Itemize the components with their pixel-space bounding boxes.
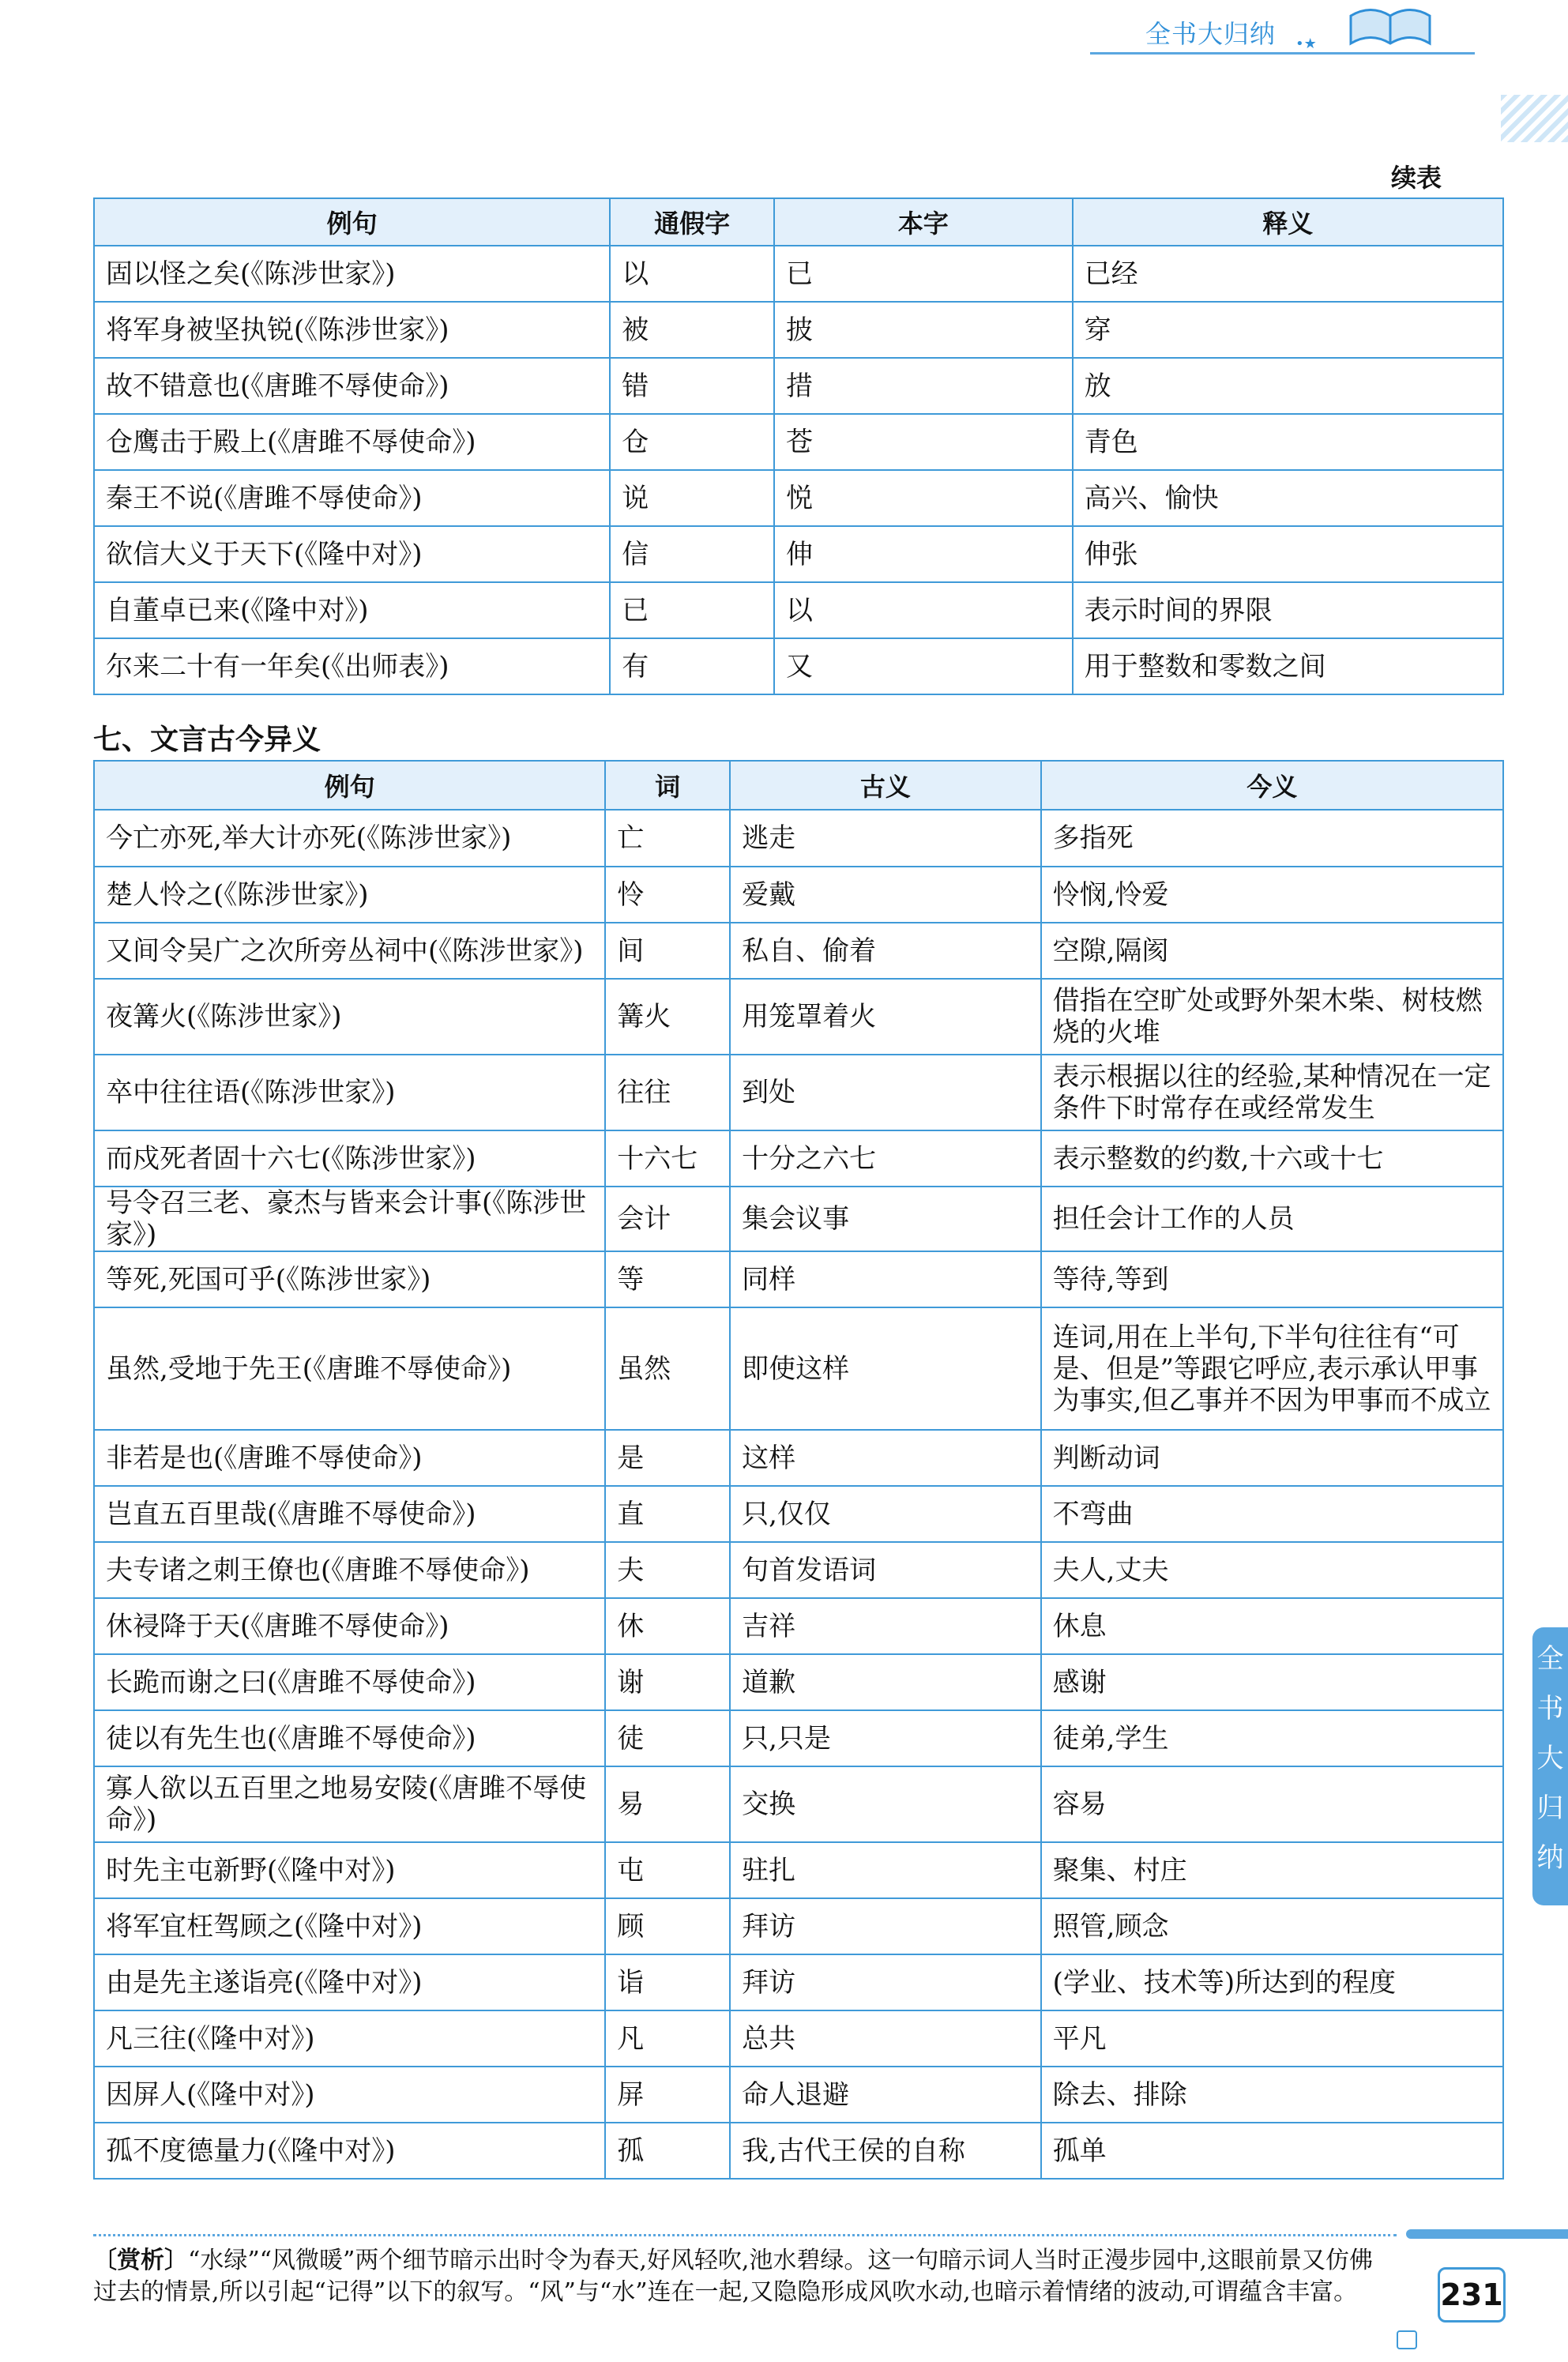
table-cell: 又 [774, 638, 1073, 694]
table-row [94, 1486, 1503, 1542]
table-cell: 屏 [605, 2067, 730, 2123]
table-cell: 这样 [730, 1430, 1041, 1486]
table-cell: 爱戴 [730, 867, 1041, 923]
table-cell: 信 [610, 526, 774, 582]
table-cell: 诣 [605, 1954, 730, 2010]
table-row [94, 2010, 1503, 2067]
footer-appreciation [93, 2245, 1389, 2308]
table-cell: 徒弟,学生 [1041, 1710, 1503, 1766]
table-cell: 只,仅仅 [730, 1486, 1041, 1542]
table-row [94, 1430, 1503, 1486]
table-cell: 徒 [605, 1710, 730, 1766]
table-row [94, 810, 1503, 867]
table-cell: 不弯曲 [1041, 1486, 1503, 1542]
table-cell: 仓鹰击于殿上(《唐雎不辱使命》) [94, 414, 610, 470]
table-cell: 夫人,丈夫 [1041, 1542, 1503, 1598]
table-cell: 用于整数和零数之间 [1073, 638, 1503, 694]
table-row [94, 1307, 1503, 1430]
table-cell: 空隙,隔阂 [1041, 923, 1503, 979]
column-header: 例句 [94, 761, 605, 810]
table-cell: 休祲降于天(《唐雎不辱使命》) [94, 1598, 605, 1654]
table-cell: 自董卓已来(《隆中对》) [94, 582, 610, 638]
table-cell: 徒以有先生也(《唐雎不辱使命》) [94, 1710, 605, 1766]
side-tab-char: 大 [1536, 1743, 1564, 1774]
table-row [94, 246, 1503, 302]
page-number: 231 [1438, 2267, 1506, 2323]
table-cell: 固以怪之矣(《陈涉世家》) [94, 246, 610, 302]
table-cell: 穿 [1073, 302, 1503, 358]
table-row [94, 1654, 1503, 1710]
table-row [94, 1954, 1503, 2010]
table-cell: 岂直五百里哉(《唐雎不辱使命》) [94, 1486, 605, 1542]
table-cell: 易 [605, 1766, 730, 1842]
table-cell: 非若是也(《唐雎不辱使命》) [94, 1430, 605, 1486]
column-header: 通假字 [610, 198, 774, 246]
table-cell: 到处 [730, 1055, 1041, 1130]
table-cell: 表示根据以往的经验,某种情况在一定条件下时常存在或经常发生 [1041, 1055, 1503, 1130]
side-tab-char: 归 [1536, 1792, 1564, 1824]
table-cell: 欲信大义于天下(《隆中对》) [94, 526, 610, 582]
table-cell: 命人退避 [730, 2067, 1041, 2123]
gujin-yiyi-table [93, 760, 1504, 2180]
table-cell: 十分之六七 [730, 1130, 1041, 1187]
column-header: 例句 [94, 198, 610, 246]
table-cell: 凡 [605, 2010, 730, 2067]
table-row [94, 867, 1503, 923]
table-cell: 而戍死者固十六七(《陈涉世家》) [94, 1130, 605, 1187]
table-cell: 表示整数的约数,十六或十七 [1041, 1130, 1503, 1187]
page-icon [1397, 2330, 1417, 2349]
table-cell: 由是先主遂诣亮(《隆中对》) [94, 1954, 605, 2010]
table-row [94, 526, 1503, 582]
open-book-icon [1343, 0, 1438, 55]
table-cell: 会计 [605, 1187, 730, 1251]
table-cell: 担任会计工作的人员 [1041, 1187, 1503, 1251]
table-cell: 苍 [774, 414, 1073, 470]
table-cell: 错 [610, 358, 774, 414]
table-cell: 凡三往(《隆中对》) [94, 2010, 605, 2067]
table-cell: 高兴、愉快 [1073, 470, 1503, 526]
table-cell: 怜 [605, 867, 730, 923]
table-cell: 句首发语词 [730, 1542, 1041, 1598]
table-cell: 照管,顾念 [1041, 1898, 1503, 1954]
table-row [94, 1598, 1503, 1654]
table-row [94, 1898, 1503, 1954]
table-cell: 休 [605, 1598, 730, 1654]
table-cell: 将军宜枉驾顾之(《隆中对》) [94, 1898, 605, 1954]
table-cell: 已经 [1073, 246, 1503, 302]
table-cell: 除去、排除 [1041, 2067, 1503, 2123]
table-cell: 聚集、村庄 [1041, 1842, 1503, 1898]
table-cell: 同样 [730, 1251, 1041, 1307]
table-cell: 尔来二十有一年矣(《出师表》) [94, 638, 610, 694]
table-cell: 夫 [605, 1542, 730, 1598]
table-cell: 顾 [605, 1898, 730, 1954]
table-cell: 楚人怜之(《陈涉世家》) [94, 867, 605, 923]
table-cell: 逃走 [730, 810, 1041, 867]
header-wave-decoration [1501, 95, 1568, 142]
table-cell: 长跪而谢之曰(《唐雎不辱使命》) [94, 1654, 605, 1710]
table-cell: 等死,死国可乎(《陈涉世家》) [94, 1251, 605, 1307]
table-cell: 等 [605, 1251, 730, 1307]
section-title: 七、文言古今异义 [93, 724, 321, 756]
side-tab-char: 全 [1536, 1643, 1564, 1675]
table-row [94, 638, 1503, 694]
table-cell: 屯 [605, 1842, 730, 1898]
side-tab-char: 书 [1536, 1693, 1564, 1724]
table-cell: 被 [610, 302, 774, 358]
table-cell: 卒中往往语(《陈涉世家》) [94, 1055, 605, 1130]
table-cell: 吉祥 [730, 1598, 1041, 1654]
table-row [94, 1187, 1503, 1251]
table-cell: 悦 [774, 470, 1073, 526]
continued-label: 续表 [1390, 163, 1442, 193]
table-cell: 夫专诸之刺王僚也(《唐雎不辱使命》) [94, 1542, 605, 1598]
table-cell: 多指死 [1041, 810, 1503, 867]
table-row [94, 2067, 1503, 2123]
table-cell: 我,古代王侯的自称 [730, 2123, 1041, 2179]
table-cell: 等待,等到 [1041, 1251, 1503, 1307]
table-row [94, 923, 1503, 979]
table-row [94, 1710, 1503, 1766]
table-cell: 寡人欲以五百里之地易安陵(《唐雎不辱使命》) [94, 1766, 605, 1842]
table-cell: 措 [774, 358, 1073, 414]
table-cell: 用笼罩着火 [730, 979, 1041, 1055]
table-cell: 放 [1073, 358, 1503, 414]
footer-tag: 〔赏析〕 [93, 2247, 188, 2274]
table-cell: 孤单 [1041, 2123, 1503, 2179]
table-header-row [94, 761, 1503, 810]
table-cell: 即使这样 [730, 1307, 1041, 1430]
table-cell: 说 [610, 470, 774, 526]
column-header: 释义 [1073, 198, 1503, 246]
table-cell: 只,只是 [730, 1710, 1041, 1766]
table-cell: 私自、偷着 [730, 923, 1041, 979]
table-cell: 篝火 [605, 979, 730, 1055]
table-row [94, 979, 1503, 1055]
table-row [94, 1542, 1503, 1598]
table-cell: 总共 [730, 2010, 1041, 2067]
table-cell: 夜篝火(《陈涉世家》) [94, 979, 605, 1055]
table-row [94, 302, 1503, 358]
column-header: 古义 [730, 761, 1041, 810]
table-row [94, 470, 1503, 526]
table-row [94, 582, 1503, 638]
table-cell: 秦王不说(《唐雎不辱使命》) [94, 470, 610, 526]
table-cell: 以 [610, 246, 774, 302]
table-cell: 虽然 [605, 1307, 730, 1430]
column-header: 本字 [774, 198, 1073, 246]
table-cell: 故不错意也(《唐雎不辱使命》) [94, 358, 610, 414]
table-cell: 交换 [730, 1766, 1041, 1842]
table-cell: 披 [774, 302, 1073, 358]
table-cell: 时先主屯新野(《隆中对》) [94, 1842, 605, 1898]
side-tab-char: 纳 [1536, 1842, 1564, 1874]
table-cell: 判断动词 [1041, 1430, 1503, 1486]
table-row [94, 1251, 1503, 1307]
table-row [94, 358, 1503, 414]
column-header: 今义 [1041, 761, 1503, 810]
header-dots: •★ [1295, 36, 1317, 52]
table-cell: 有 [610, 638, 774, 694]
table-cell: 集会议事 [730, 1187, 1041, 1251]
table-cell: 已 [610, 582, 774, 638]
table-row [94, 1766, 1503, 1842]
table-cell: 青色 [1073, 414, 1503, 470]
header-title: 全书大归纳 [1145, 19, 1277, 49]
table-cell: 已 [774, 246, 1073, 302]
table-cell: 是 [605, 1430, 730, 1486]
table-cell: 间 [605, 923, 730, 979]
table-cell: 怜悯,怜爱 [1041, 867, 1503, 923]
table-cell: 伸张 [1073, 526, 1503, 582]
table-cell: 孤 [605, 2123, 730, 2179]
table-header-row [94, 198, 1503, 246]
table-row [94, 1842, 1503, 1898]
table-row [94, 414, 1503, 470]
table-cell: 平凡 [1041, 2010, 1503, 2067]
table-cell: 虽然,受地于先王(《唐雎不辱使命》) [94, 1307, 605, 1430]
side-tab [1532, 1627, 1568, 1905]
tongjia-table [93, 197, 1504, 695]
table-cell: 直 [605, 1486, 730, 1542]
table-cell: 孤不度德量力(《隆中对》) [94, 2123, 605, 2179]
table-cell: 伸 [774, 526, 1073, 582]
table-cell: 感谢 [1041, 1654, 1503, 1710]
table-cell: 借指在空旷处或野外架木柴、树枝燃烧的火堆 [1041, 979, 1503, 1055]
table-cell: 仓 [610, 414, 774, 470]
table-cell: 道歉 [730, 1654, 1041, 1710]
table-cell: 以 [774, 582, 1073, 638]
footer-divider [93, 2234, 1397, 2236]
table-cell: 连词,用在上半句,下半句往往有“可是、但是”等跟它呼应,表示承认甲事为事实,但乙事并不因为甲事而不成立 [1041, 1307, 1503, 1430]
table-cell: (学业、技术等)所达到的程度 [1041, 1954, 1503, 2010]
table-cell: 往往 [605, 1055, 730, 1130]
table-row [94, 2123, 1503, 2179]
table-cell: 表示时间的界限 [1073, 582, 1503, 638]
table-cell: 今亡亦死,举大计亦死(《陈涉世家》) [94, 810, 605, 867]
table-cell: 驻扎 [730, 1842, 1041, 1898]
table-cell: 又间令吴广之次所旁丛祠中(《陈涉世家》) [94, 923, 605, 979]
column-header: 词 [605, 761, 730, 810]
table-cell: 拜访 [730, 1898, 1041, 1954]
table-cell: 十六七 [605, 1130, 730, 1187]
footer-body: “水绿”“风微暖”两个细节暗示出时令为春天,好风轻吹,池水碧绿。这一句暗示词人当时正漫步园中,这眼前景又仿佛过去的情景,所以引起“记得”以下的叙写。“风”与“水”连在一起,又隐隐形成风吹水动,也暗示着情绪的波动,可谓蕴含丰富。 [93, 2247, 1373, 2306]
table-cell: 休息 [1041, 1598, 1503, 1654]
table-cell: 号令召三老、豪杰与皆来会计事(《陈涉世家》) [94, 1187, 605, 1251]
table-row [94, 1055, 1503, 1130]
table-row [94, 1130, 1503, 1187]
table-cell: 因屏人(《隆中对》) [94, 2067, 605, 2123]
table-cell: 谢 [605, 1654, 730, 1710]
table-cell: 容易 [1041, 1766, 1503, 1842]
table-cell: 亡 [605, 810, 730, 867]
footer-bar [1406, 2229, 1568, 2239]
table-cell: 拜访 [730, 1954, 1041, 2010]
table-cell: 将军身被坚执锐(《陈涉世家》) [94, 302, 610, 358]
